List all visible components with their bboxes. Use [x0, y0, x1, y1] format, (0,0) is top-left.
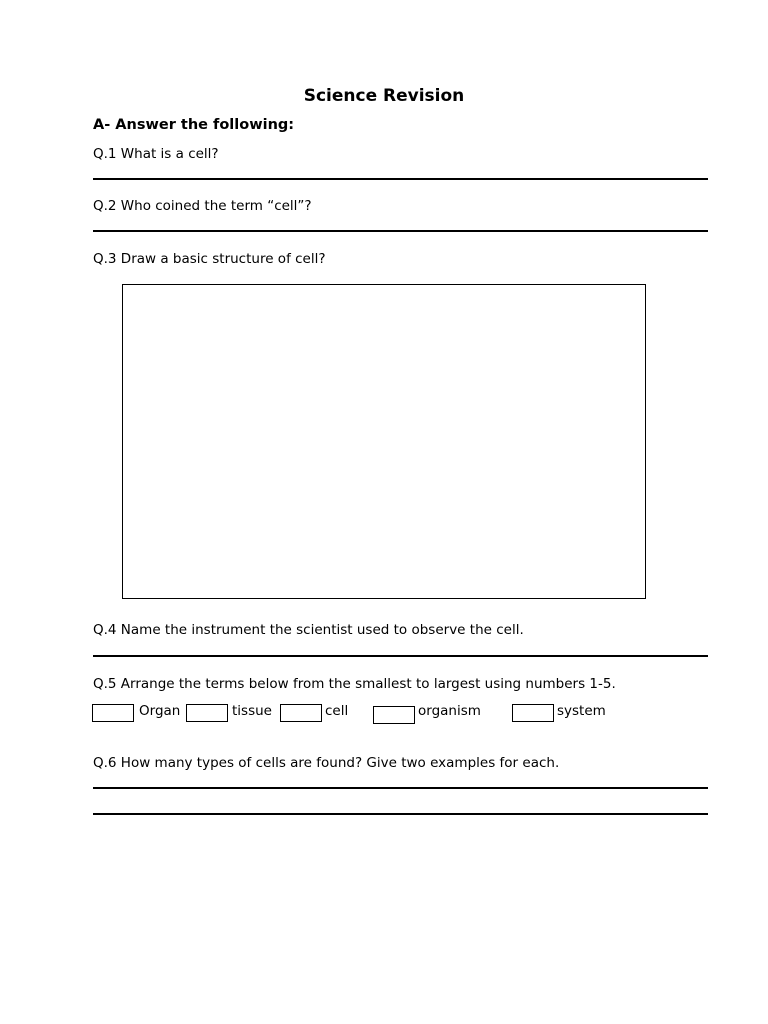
rank-term-cell: cell	[325, 703, 349, 719]
answer-line-2[interactable]	[93, 230, 708, 232]
page-title: Science Revision	[303, 86, 465, 106]
rank-box-cell[interactable]	[280, 704, 322, 722]
rank-term-organ: Organ	[139, 703, 181, 719]
rank-box-system[interactable]	[512, 704, 554, 722]
question-2: Q.2 Who coined the term “cell”?	[93, 198, 312, 214]
drawing-box[interactable]	[122, 284, 646, 599]
rank-box-organ[interactable]	[92, 704, 134, 722]
section-heading: A- Answer the following:	[93, 117, 295, 133]
rank-box-tissue[interactable]	[186, 704, 228, 722]
question-5: Q.5 Arrange the terms below from the smallest to largest using numbers 1-5.	[93, 676, 616, 692]
question-6: Q.6 How many types of cells are found? Give two examples for each.	[93, 755, 560, 771]
rank-term-organism: organism	[418, 703, 481, 719]
answer-line-6b[interactable]	[93, 813, 708, 815]
rank-term-system: system	[557, 703, 606, 719]
answer-line-4[interactable]	[93, 655, 708, 657]
question-3: Q.3 Draw a basic structure of cell?	[93, 251, 326, 267]
answer-line-1[interactable]	[93, 178, 708, 180]
rank-box-organism[interactable]	[373, 706, 415, 724]
question-4: Q.4 Name the instrument the scientist used to observe the cell.	[93, 622, 524, 638]
answer-line-6a[interactable]	[93, 787, 708, 789]
rank-term-tissue: tissue	[232, 703, 272, 719]
question-1: Q.1 What is a cell?	[93, 146, 219, 162]
